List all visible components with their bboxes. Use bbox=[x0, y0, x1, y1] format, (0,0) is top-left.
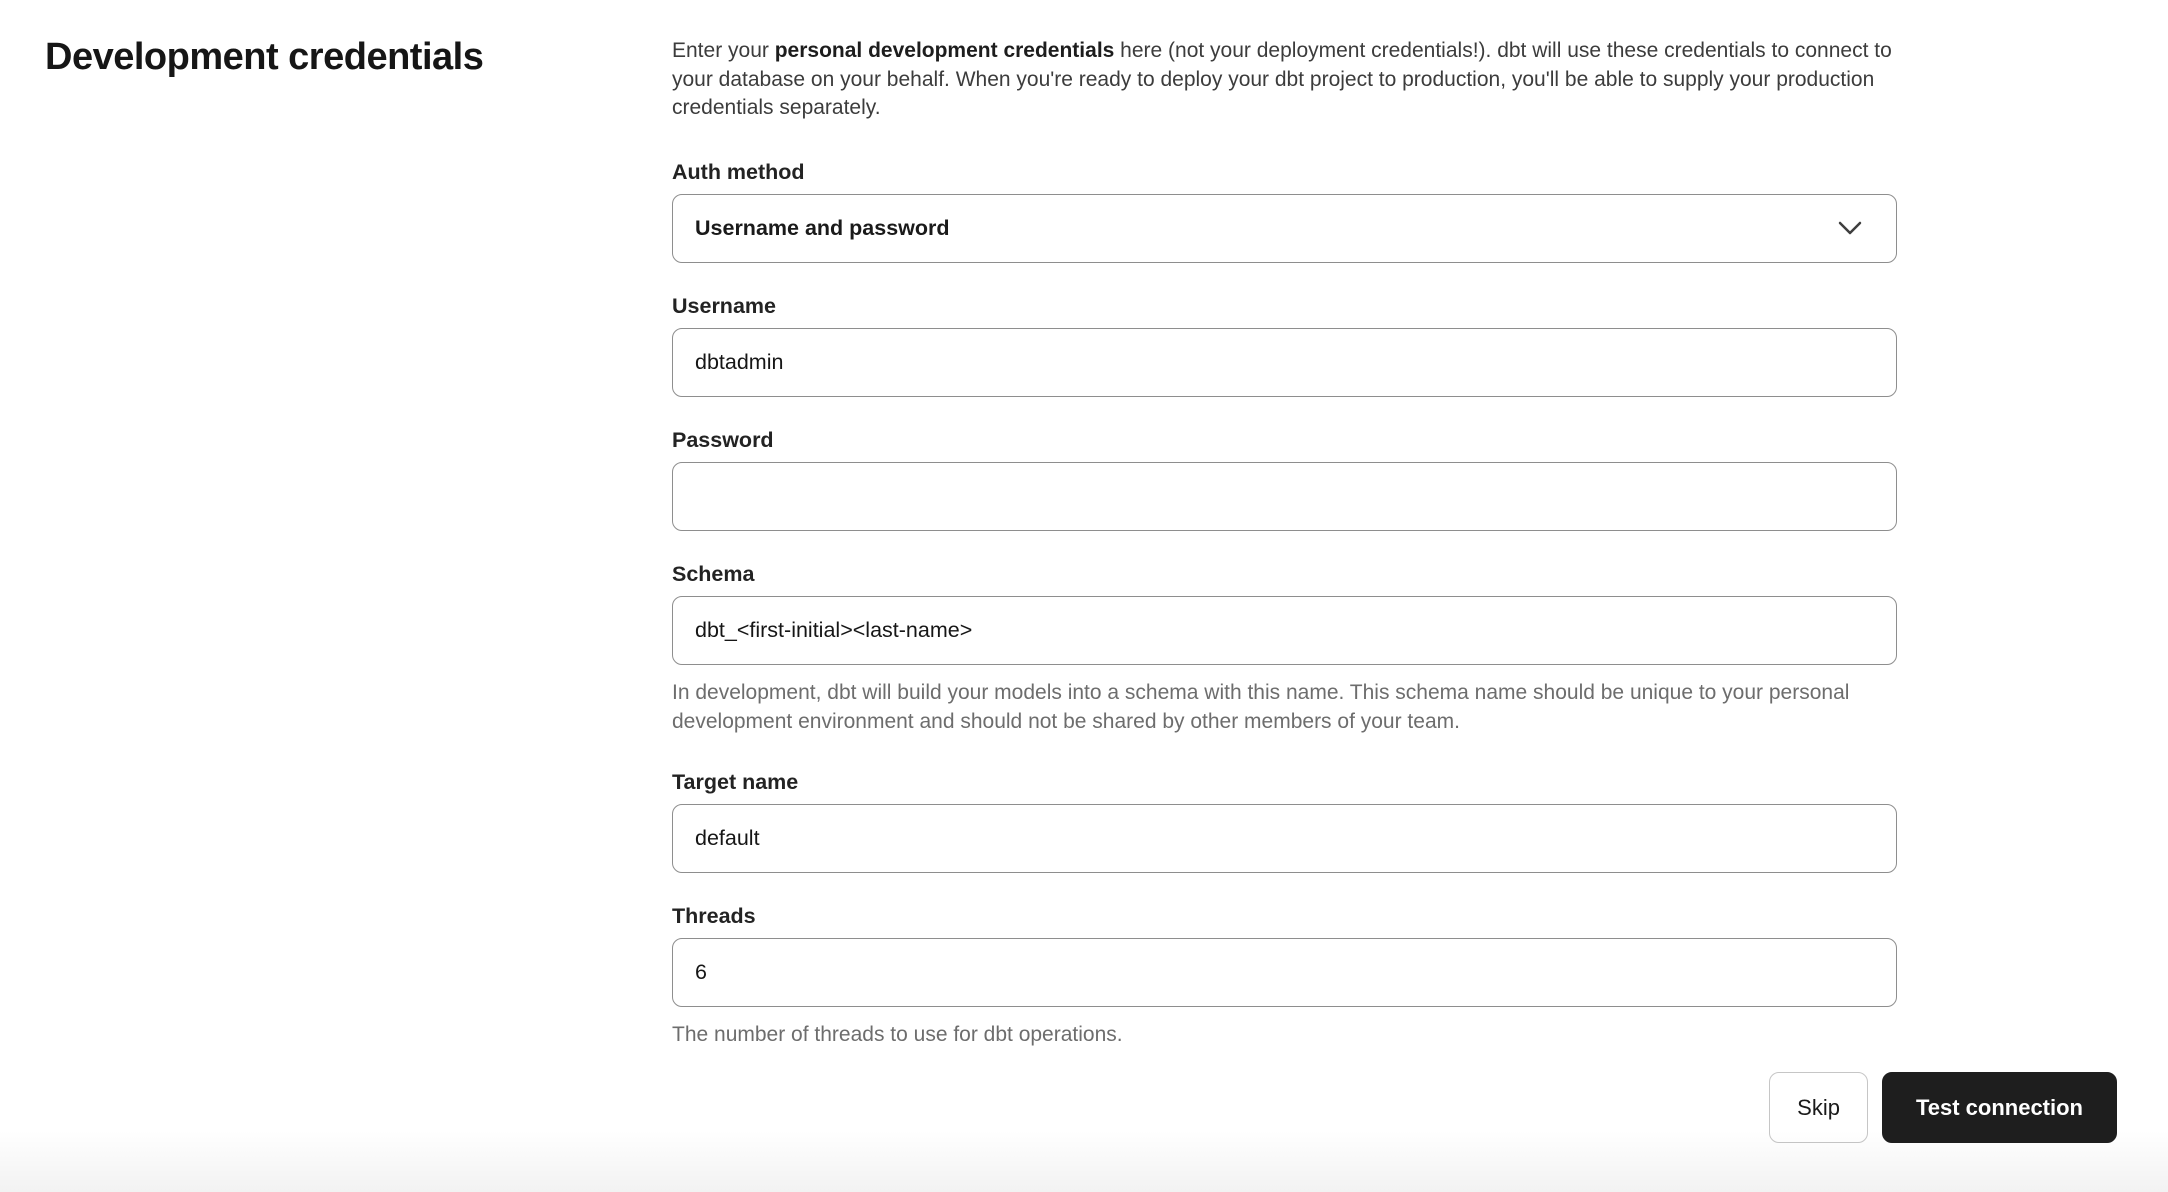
schema-help-text: In development, dbt will build your models into a schema with this name. This schema name should be unique to your personal development environment and should not be shared by other members of your team. bbox=[672, 680, 1850, 733]
schema-field bbox=[672, 561, 1897, 736]
target-name-field bbox=[672, 769, 1897, 873]
auth-method-label: Auth method bbox=[672, 159, 805, 184]
threads-label: Threads bbox=[672, 903, 756, 928]
description-bold: personal development credentials bbox=[774, 39, 1115, 62]
target-name-input[interactable] bbox=[672, 804, 1897, 873]
username-input[interactable] bbox=[672, 328, 1897, 397]
test-connection-button[interactable]: Test connection bbox=[1882, 1072, 2117, 1143]
credentials-form bbox=[672, 34, 1897, 1079]
username-label: Username bbox=[672, 293, 776, 318]
schema-input[interactable] bbox=[672, 596, 1897, 665]
auth-method-field bbox=[672, 159, 1897, 263]
threads-field bbox=[672, 903, 1897, 1049]
description-suffix: here (not your deployment credentials!). dbt will use these credentials to connect to your database on your behalf. When you're ready to deploy your dbt project to production, you'll be able to supply your production credentials separately. bbox=[672, 39, 1892, 119]
description-prefix: Enter your bbox=[672, 39, 775, 62]
schema-label: Schema bbox=[672, 561, 755, 586]
auth-method-select[interactable] bbox=[672, 194, 1897, 263]
skip-button[interactable]: Skip bbox=[1769, 1072, 1868, 1143]
page-description bbox=[672, 37, 1897, 123]
target-name-label: Target name bbox=[672, 769, 799, 794]
password-label: Password bbox=[672, 427, 774, 452]
footer-actions bbox=[1769, 1072, 2117, 1143]
password-field bbox=[672, 427, 1897, 531]
auth-method-selected-value: Username and password bbox=[695, 215, 950, 240]
password-input[interactable] bbox=[672, 462, 1897, 531]
page-title: Development credentials bbox=[45, 36, 484, 78]
chevron-down-icon bbox=[1838, 221, 1862, 235]
title-column bbox=[45, 34, 672, 80]
threads-input[interactable] bbox=[672, 938, 1897, 1007]
username-field bbox=[672, 293, 1897, 397]
threads-help-text: The number of threads to use for dbt operations. bbox=[672, 1022, 1123, 1046]
